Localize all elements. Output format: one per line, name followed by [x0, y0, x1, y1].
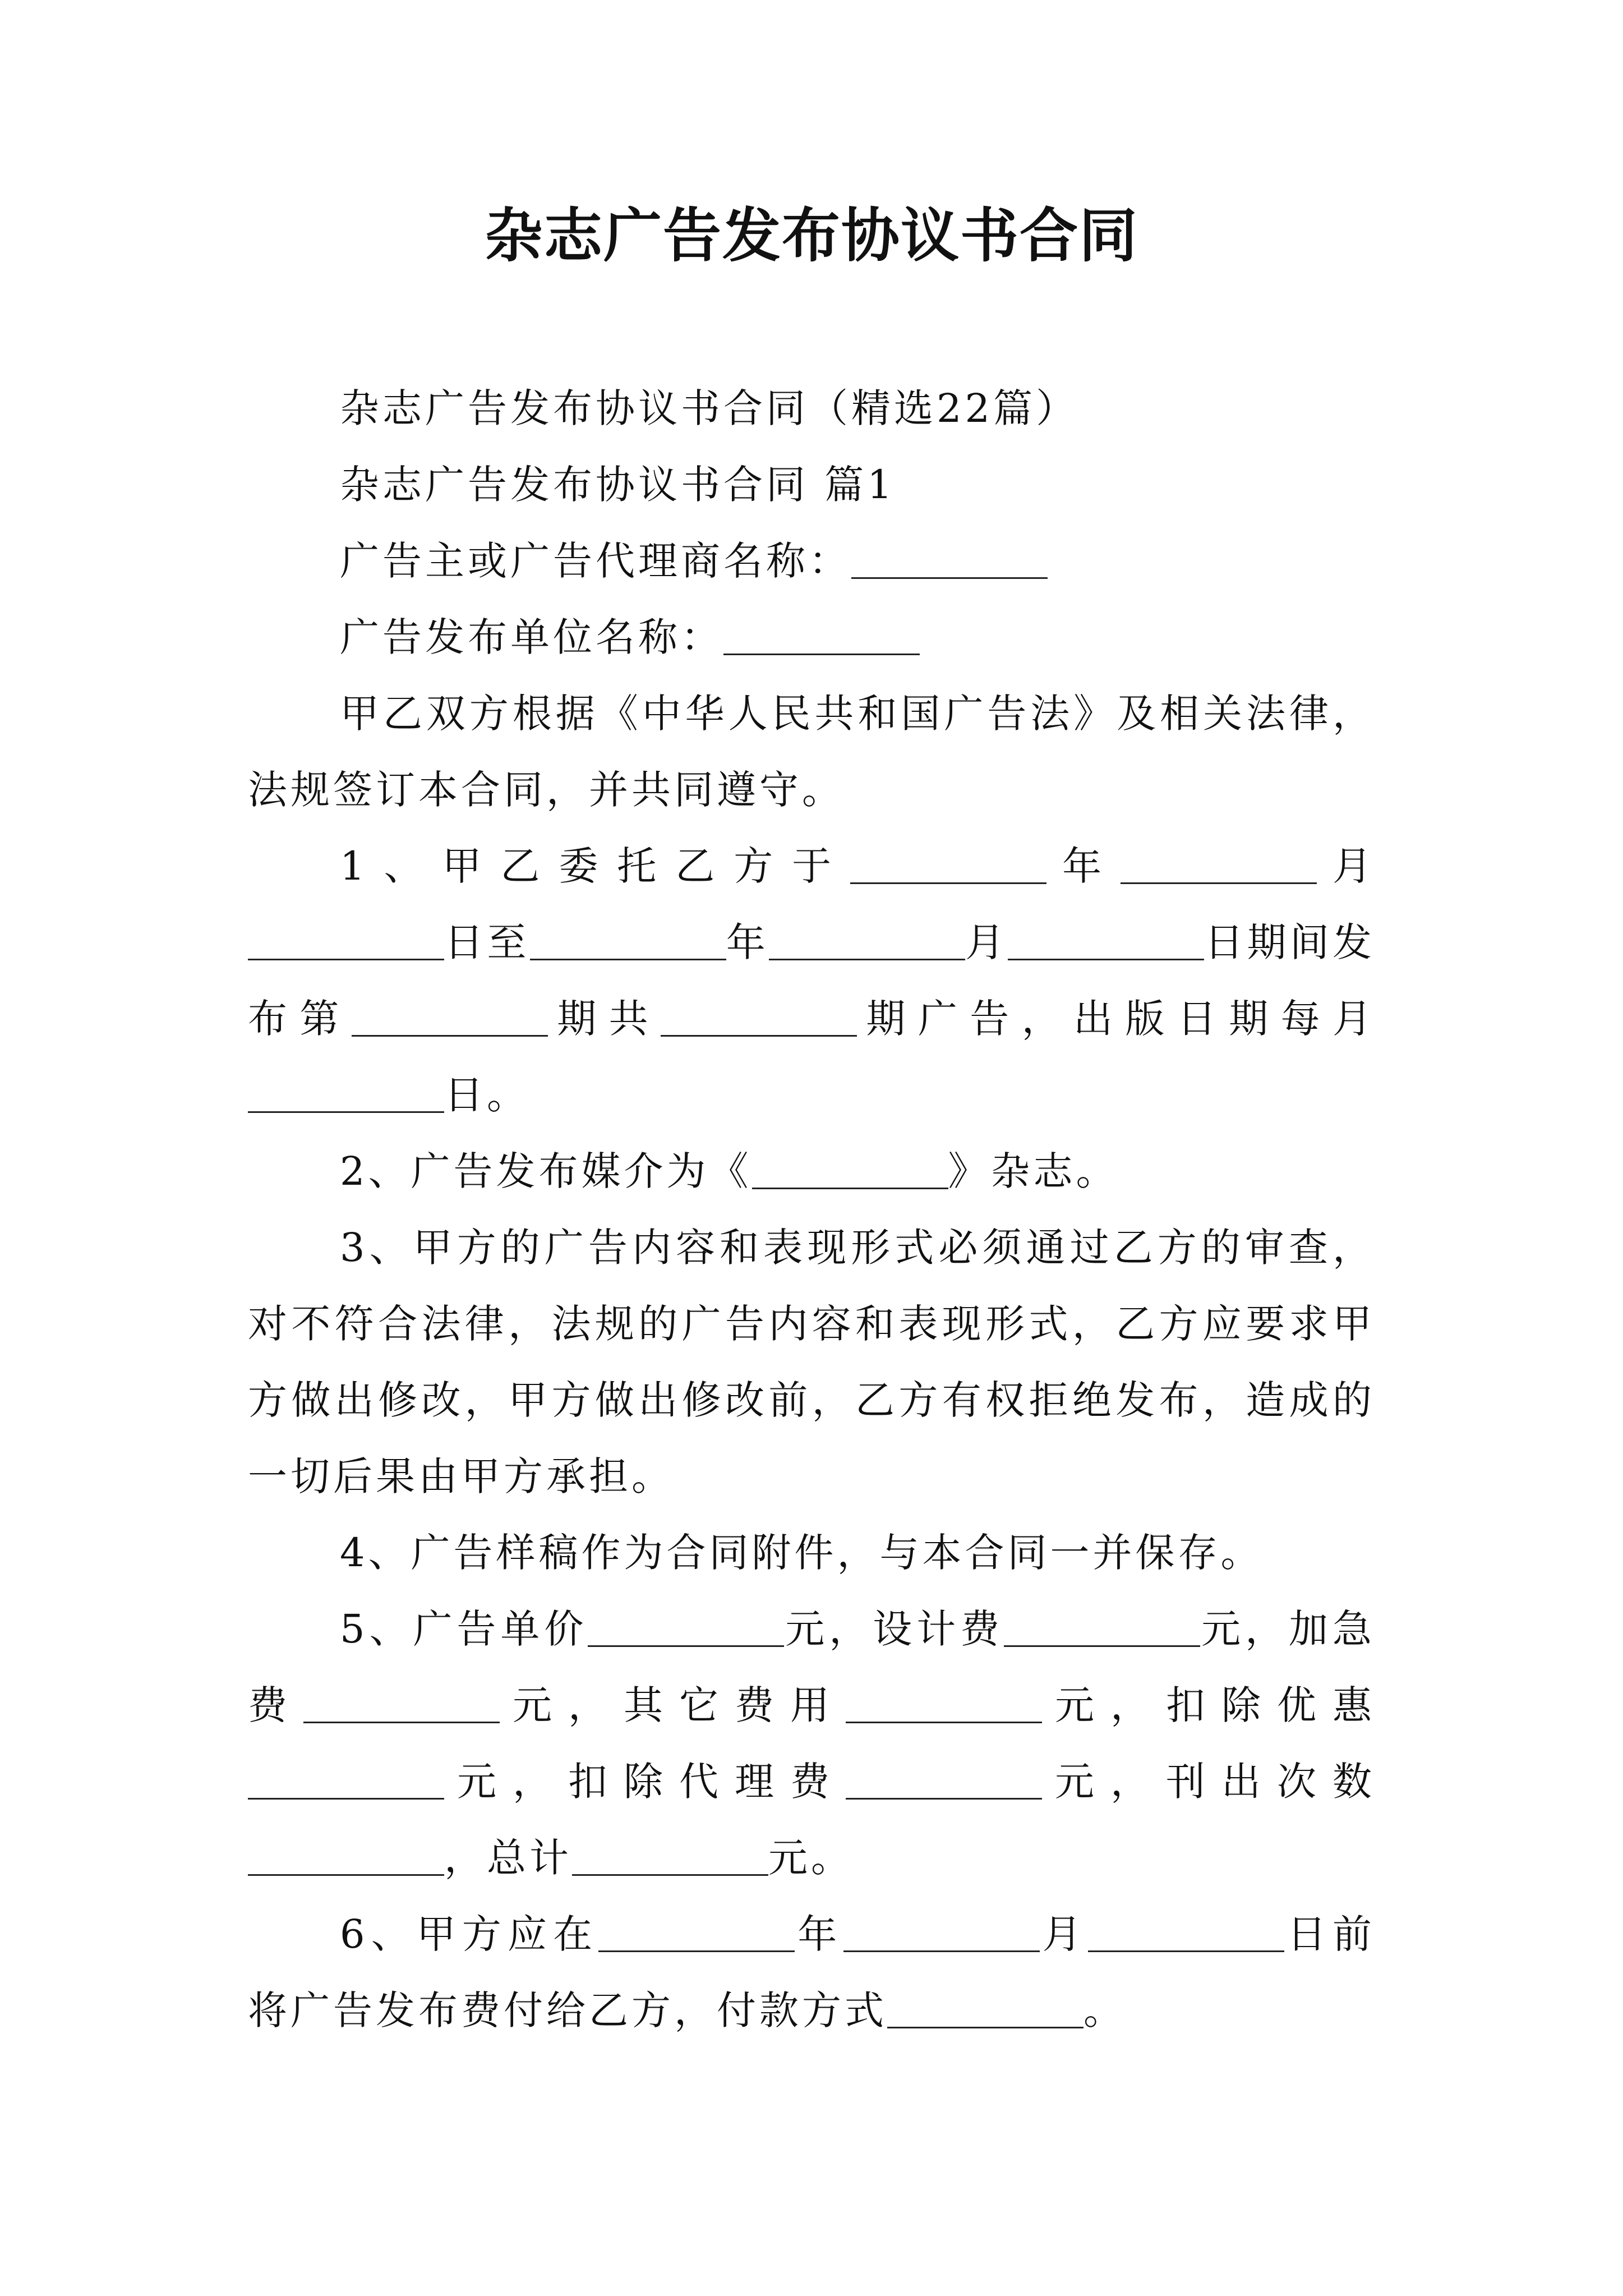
- clause-2-text: 》杂志。: [948, 1148, 1119, 1194]
- blank: [769, 919, 965, 960]
- document-subtitle: 杂志广告发布协议书合同（精选22篇）: [340, 385, 1079, 431]
- blank: [752, 1148, 948, 1189]
- publisher-line: [248, 599, 1375, 675]
- blank: [661, 996, 857, 1037]
- blank: [248, 1759, 444, 1800]
- clause-1-text: 年: [1046, 843, 1121, 889]
- clause-5-text: 元，扣除代理费: [444, 1759, 846, 1805]
- clause-5-text: 元，刊出次数: [1042, 1759, 1375, 1805]
- blank: [846, 1759, 1042, 1800]
- clause-6: [248, 1896, 1375, 2049]
- blank: [843, 1911, 1040, 1952]
- blank: [248, 919, 444, 960]
- blank: [887, 1987, 1083, 2028]
- blank: [248, 1835, 444, 1876]
- clause-3: 3、甲方的广告内容和表现形式必须通过乙方的审查，对不符合法律，法规的广告内容和表现形式，乙方应要求甲方做出修改，甲方做出修改前，乙方有权拒绝发布，造成的一切后果由甲方承担。: [248, 1225, 1375, 1499]
- blank: [248, 1072, 444, 1113]
- advertiser-line: [248, 523, 1375, 599]
- publisher-blank: [723, 614, 920, 655]
- clause-5-text: 元，其它费用: [500, 1682, 846, 1728]
- clause-6-text: 6、甲方应在: [340, 1911, 599, 1957]
- blank: [1008, 919, 1204, 960]
- blank: [572, 1835, 768, 1876]
- clause-6-text: 。: [1083, 1987, 1126, 2033]
- clause-6-text: 月: [1039, 1911, 1088, 1957]
- publisher-label: 广告发布单位名称：: [340, 614, 723, 660]
- document-body: [248, 370, 1375, 2049]
- blank: [588, 1606, 784, 1647]
- blank: [1004, 1606, 1200, 1647]
- clause-1-text: 日至: [444, 919, 530, 965]
- blank: [530, 919, 726, 960]
- clause-5-text: 元，加急费: [248, 1606, 1376, 1728]
- blank: [846, 1682, 1042, 1723]
- advertiser-label: 广告主或广告代理商名称：: [340, 538, 851, 584]
- clause-1-text: 月: [965, 919, 1008, 965]
- blank: [1121, 843, 1317, 884]
- clause-5-text: ，总计: [444, 1835, 572, 1881]
- clause-1-text: 日。: [444, 1072, 529, 1118]
- clause-1-text: 月: [1317, 843, 1376, 889]
- clause-2-text: 2、广告发布媒介为《: [340, 1148, 752, 1194]
- clause-5: [248, 1591, 1375, 1896]
- clause-1-text: 1、甲乙委托乙方于: [340, 843, 851, 889]
- section-heading: 杂志广告发布协议书合同 篇1: [340, 462, 896, 508]
- blank: [598, 1911, 795, 1952]
- blank: [850, 843, 1046, 884]
- clause-1-text: 期广告，出版日期每月: [857, 996, 1376, 1042]
- clause-4: 4、广告样稿作为合同附件，与本合同一并保存。: [340, 1530, 1264, 1576]
- blank: [1088, 1911, 1284, 1952]
- blank: [352, 996, 548, 1037]
- clause-6-text: 年: [795, 1911, 843, 1957]
- clause-1: [248, 828, 1375, 1133]
- blank: [303, 1682, 500, 1723]
- clause-6-text: 日前将广告发布费付给乙方，付款方式: [248, 1911, 1376, 2033]
- intro-paragraph: 甲乙双方根据《中华人民共和国广告法》及相关法律，法规签订本合同，并共同遵守。: [248, 691, 1375, 813]
- clause-1-text: 日期间发布第: [248, 919, 1376, 1042]
- clause-5-text: 元，设计费: [784, 1606, 1004, 1652]
- clause-1-text: 年: [726, 919, 769, 965]
- clause-2: [248, 1133, 1375, 1209]
- clause-5-text: 元。: [768, 1835, 854, 1881]
- clause-5-text: 5、广告单价: [340, 1606, 588, 1652]
- document-title: 杂志广告发布协议书合同: [484, 201, 1138, 270]
- clause-5-text: 元，扣除优惠: [1042, 1682, 1375, 1728]
- clause-1-text: 期共: [547, 996, 661, 1042]
- advertiser-blank: [851, 538, 1048, 579]
